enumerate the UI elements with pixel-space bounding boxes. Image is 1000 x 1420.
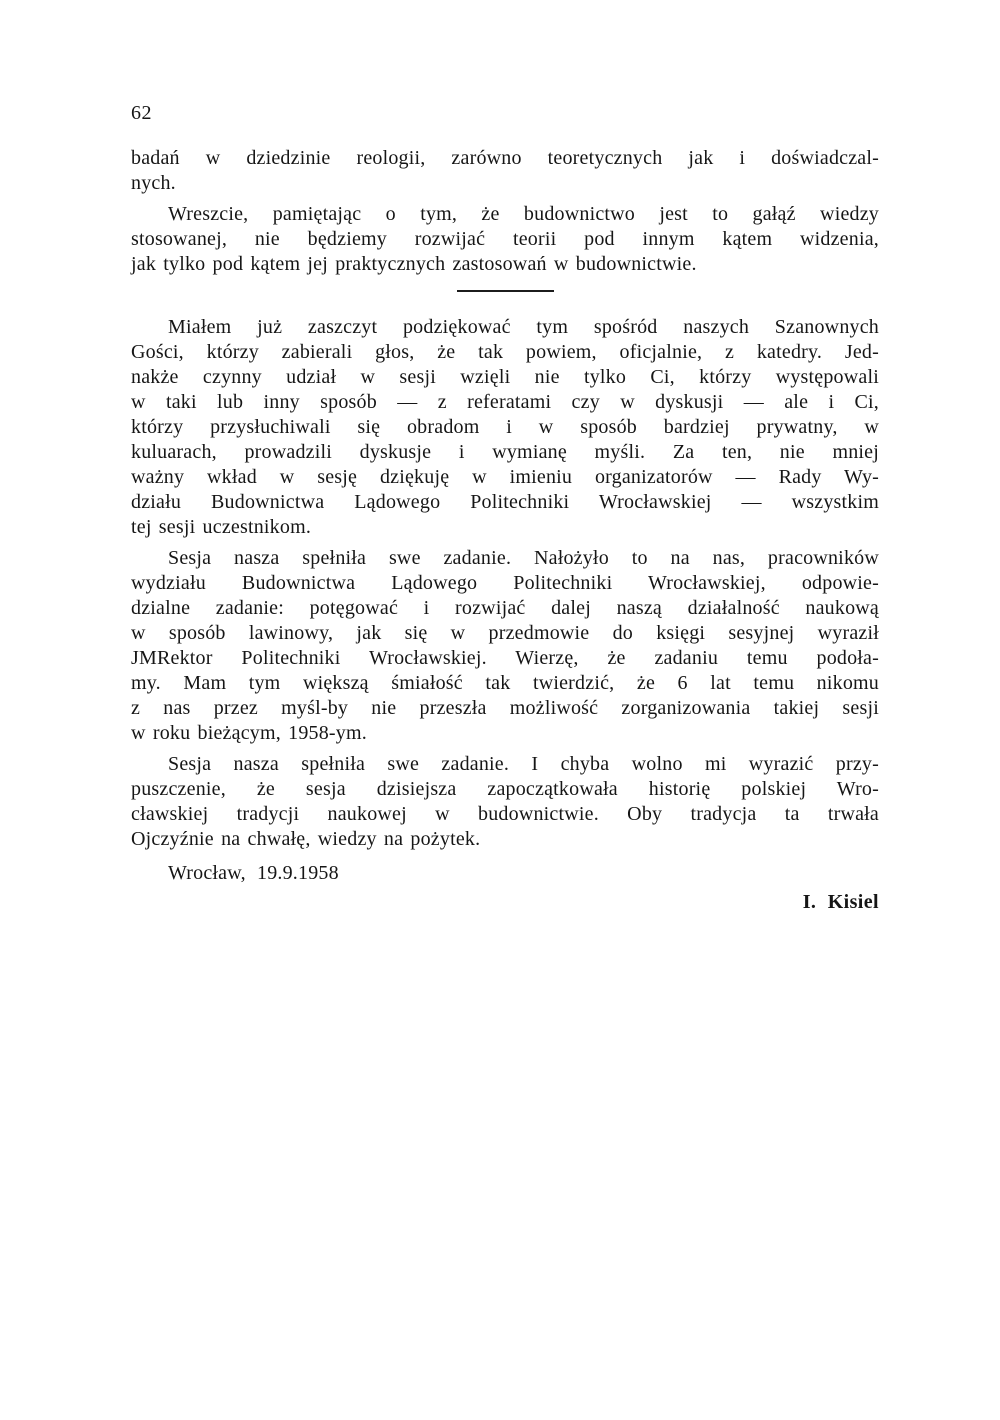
document-body bbox=[131, 146, 879, 915]
text-column bbox=[131, 101, 879, 915]
text-line: kuluarach, prowadzili dyskusje i wymianę myśli. Za ten, nie mniej bbox=[131, 441, 879, 463]
text-line: Miałem już zaszczyt podziękować tym spośród naszych Szanownych bbox=[168, 316, 879, 338]
paragraph bbox=[131, 546, 879, 746]
text-line: w sposób lawinowy, jak się w przedmowie do księgi sesyjnej wyraził bbox=[131, 622, 879, 644]
text-line: jak tylko pod kątem jej praktycznych zastosowań w budownictwie. bbox=[131, 253, 697, 275]
text-line: JMRektor Politechniki Wrocławskiej. Wierzę, że zadaniu temu podoła- bbox=[131, 647, 879, 669]
text-line: nakże czynny udział w sesji wzięli nie tylko Ci, którzy występowali bbox=[131, 366, 879, 388]
signature: I. Kisiel bbox=[802, 891, 879, 913]
text-line: Sesja nasza spełniła swe zadanie. I chyba wolno mi wyrazić przy- bbox=[168, 753, 879, 775]
text-line: w roku bieżącym, 1958-ym. bbox=[131, 722, 367, 744]
page-number: 62 bbox=[131, 102, 152, 124]
text-line: którzy przysłuchiwali się obradom i w sposób bardziej prywatny, w bbox=[131, 416, 879, 438]
text-line: badań w dziedzinie reologii, zarówno teoretycznych jak i doświadczal- bbox=[131, 147, 879, 169]
text-line: stosowanej, nie będziemy rozwijać teorii pod innym kątem widzenia, bbox=[131, 228, 879, 250]
text-line: my. Mam tym większą śmiałość tak twierdzić, że 6 lat temu nikomu bbox=[131, 672, 879, 694]
text-line: dzialne zadanie: potęgować i rozwijać dalej naszą działalność naukową bbox=[131, 597, 879, 619]
text-line: Sesja nasza spełniła swe zadanie. Nałożyło to na nas, pracowników bbox=[168, 547, 879, 569]
dateline: Wrocław, 19.9.1958 bbox=[168, 862, 339, 884]
text-line: tej sesji uczestnikom. bbox=[131, 516, 312, 538]
section-divider-rule bbox=[457, 290, 554, 292]
paragraph bbox=[131, 202, 879, 277]
text-line: wydziału Budownictwa Lądowego Politechniki Wrocławskiej, odpowie- bbox=[131, 572, 879, 594]
text-line: działu Budownictwa Lądowego Politechniki Wrocławskiej — wszystkim bbox=[131, 491, 879, 513]
text-line: w taki lub inny sposób — z referatami czy w dyskusji — ale i Ci, bbox=[131, 391, 879, 413]
text-line: Wreszcie, pamiętając o tym, że budownictwo jest to gałąź wiedzy bbox=[168, 203, 879, 225]
paragraph bbox=[131, 146, 879, 196]
paragraph bbox=[131, 315, 879, 540]
text-line: puszczenie, że sesja dzisiejsza zapoczątkowała historię polskiej Wro- bbox=[131, 778, 879, 800]
text-line: Gości, którzy zabierali głos, że tak powiem, oficjalnie, z katedry. Jed- bbox=[131, 341, 879, 363]
paragraph bbox=[131, 752, 879, 852]
text-line: z nas przez myśl-by nie przeszła możliwość zorganizowania takiej sesji bbox=[131, 697, 879, 719]
text-line: ważny wkład w sesję dziękuję w imieniu organizatorów — Rady Wy- bbox=[131, 466, 879, 488]
text-line: Ojczyźnie na chwałę, wiedzy na pożytek. bbox=[131, 828, 481, 850]
text-line: nych. bbox=[131, 172, 176, 194]
text-line: cławskiej tradycji naukowej w budownictwie. Oby tradycja ta trwała bbox=[131, 803, 879, 825]
